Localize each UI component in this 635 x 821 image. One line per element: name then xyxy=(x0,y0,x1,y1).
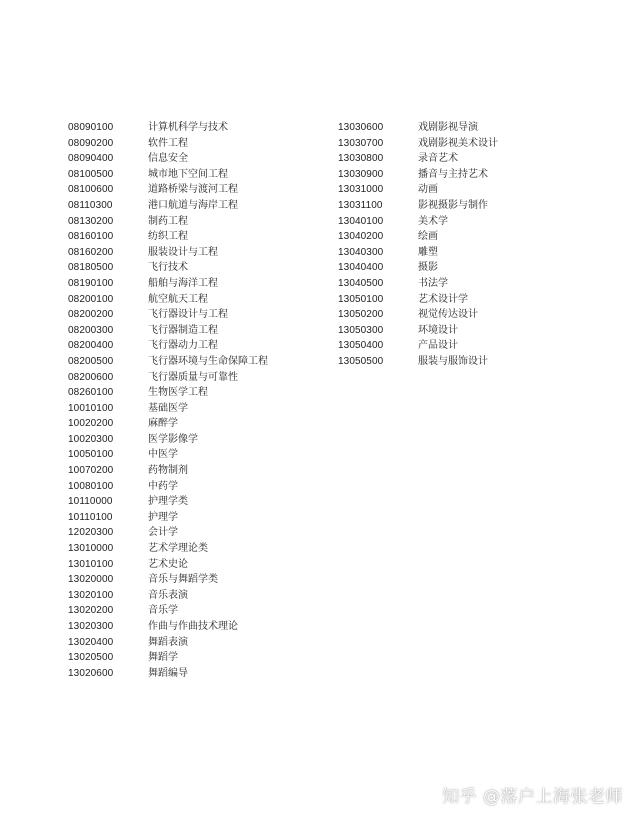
major-code: 08090100 xyxy=(68,122,114,133)
major-name: 舞蹈编导 xyxy=(148,667,188,679)
table-row xyxy=(338,120,498,136)
major-code: 08200100 xyxy=(68,293,114,305)
major-code: 08200600 xyxy=(68,371,114,383)
major-code: 08160200 xyxy=(68,246,114,258)
major-name: 视觉传达设计 xyxy=(418,309,478,321)
table-row xyxy=(68,167,268,183)
major-code: 08090400 xyxy=(68,153,114,165)
table-row xyxy=(68,307,268,323)
major-code: 13050500 xyxy=(338,355,384,367)
major-name: 计算机科学与技术 xyxy=(148,122,228,133)
major-code: 10010100 xyxy=(68,402,114,414)
table-row xyxy=(68,572,268,588)
major-name: 麻醉学 xyxy=(148,418,178,430)
major-name: 中药学 xyxy=(148,480,178,492)
table-row xyxy=(68,541,268,557)
major-code: 13020500 xyxy=(68,652,114,664)
zhihu-watermark: 知乎 @落户上海张老师 xyxy=(442,787,623,807)
major-code: 08160100 xyxy=(68,231,114,243)
major-code: 10110100 xyxy=(68,511,113,523)
table-row xyxy=(68,136,268,152)
major-name: 绘画 xyxy=(418,231,438,243)
table-row xyxy=(68,557,268,573)
major-name: 飞行器质量与可靠性 xyxy=(148,371,238,383)
table-row xyxy=(68,214,268,230)
table-row xyxy=(68,447,268,463)
major-name: 产品设计 xyxy=(418,340,458,352)
table-row xyxy=(68,385,268,401)
major-name: 基础医学 xyxy=(148,402,188,414)
major-code: 10020200 xyxy=(68,418,114,430)
major-name: 医学影像学 xyxy=(148,433,198,445)
table-row xyxy=(68,588,268,604)
table-row xyxy=(68,229,268,245)
table-row xyxy=(338,182,498,198)
major-code: 13040400 xyxy=(338,262,384,274)
major-code: 13050100 xyxy=(338,293,384,305)
major-code: 13031100 xyxy=(338,199,383,211)
table-row xyxy=(338,292,498,308)
major-name: 航空航天工程 xyxy=(148,293,208,305)
major-code: 13030700 xyxy=(338,137,384,149)
major-code: 08090200 xyxy=(68,137,114,149)
major-name: 船舶与海洋工程 xyxy=(148,277,218,289)
major-code: 08200400 xyxy=(68,340,114,352)
major-code: 13030900 xyxy=(338,168,384,180)
table-row xyxy=(68,245,268,261)
table-row xyxy=(68,666,268,682)
table-row xyxy=(68,182,268,198)
major-name: 飞行器动力工程 xyxy=(148,340,218,352)
major-name: 飞行器环境与生命保障工程 xyxy=(148,355,268,367)
major-name: 雕塑 xyxy=(418,246,438,258)
major-list-right-column xyxy=(338,120,498,370)
major-name: 护理学类 xyxy=(148,496,188,508)
major-name: 舞蹈表演 xyxy=(148,636,188,648)
table-row xyxy=(68,323,268,339)
table-row xyxy=(68,510,268,526)
table-row xyxy=(338,260,498,276)
major-code: 13020400 xyxy=(68,636,114,648)
table-row xyxy=(338,214,498,230)
table-row xyxy=(68,416,268,432)
major-name: 服装设计与工程 xyxy=(148,246,218,258)
major-code: 08200200 xyxy=(68,309,114,321)
table-row xyxy=(68,276,268,292)
table-row xyxy=(68,619,268,635)
major-name: 信息安全 xyxy=(148,153,188,165)
major-name: 服装与服饰设计 xyxy=(418,355,488,367)
table-row xyxy=(338,136,498,152)
major-name: 生物医学工程 xyxy=(148,387,208,399)
major-code: 08180500 xyxy=(68,262,114,274)
major-name: 护理学 xyxy=(148,511,178,523)
table-row xyxy=(338,151,498,167)
major-code: 13040500 xyxy=(338,277,384,289)
table-row xyxy=(338,198,498,214)
major-code: 10110000 xyxy=(68,496,113,508)
table-row xyxy=(338,167,498,183)
major-code: 10020300 xyxy=(68,433,114,445)
major-code: 13030800 xyxy=(338,153,384,165)
major-name: 书法学 xyxy=(418,277,448,289)
major-code: 13050400 xyxy=(338,340,384,352)
major-code: 08200300 xyxy=(68,324,114,336)
major-code: 12020300 xyxy=(68,527,114,539)
table-row xyxy=(68,260,268,276)
table-row xyxy=(68,525,268,541)
table-row xyxy=(68,650,268,666)
major-name: 药物制剂 xyxy=(148,465,188,477)
table-row xyxy=(68,338,268,354)
major-code: 08100600 xyxy=(68,184,114,196)
major-code: 13030600 xyxy=(338,122,384,133)
table-row xyxy=(338,354,498,370)
major-name: 制药工程 xyxy=(148,215,188,227)
table-row xyxy=(338,276,498,292)
major-code: 13050200 xyxy=(338,309,384,321)
major-name: 戏剧影视导演 xyxy=(418,122,478,133)
major-code: 13020200 xyxy=(68,605,114,617)
table-row xyxy=(68,463,268,479)
major-code: 08100500 xyxy=(68,168,114,180)
table-row xyxy=(338,338,498,354)
major-name: 飞行器设计与工程 xyxy=(148,309,228,321)
major-name: 舞蹈学 xyxy=(148,652,178,664)
major-name: 摄影 xyxy=(418,262,438,274)
table-row xyxy=(68,151,268,167)
table-row xyxy=(68,479,268,495)
major-name: 戏剧影视美术设计 xyxy=(418,137,498,149)
major-name: 艺术学理论类 xyxy=(148,543,208,555)
major-code: 13020000 xyxy=(68,574,114,586)
table-row xyxy=(338,307,498,323)
major-name: 音乐与舞蹈学类 xyxy=(148,574,218,586)
table-row xyxy=(338,245,498,261)
major-name: 环境设计 xyxy=(418,324,458,336)
major-code: 08200500 xyxy=(68,355,114,367)
table-row xyxy=(68,401,268,417)
major-code: 13040200 xyxy=(338,231,384,243)
major-name: 音乐学 xyxy=(148,605,178,617)
major-code: 13020600 xyxy=(68,667,114,679)
table-row xyxy=(68,635,268,651)
major-name: 飞行器制造工程 xyxy=(148,324,218,336)
major-code: 08260100 xyxy=(68,387,114,399)
major-name: 城市地下空间工程 xyxy=(148,168,228,180)
major-code: 08190100 xyxy=(68,277,114,289)
major-code: 13040300 xyxy=(338,246,384,258)
major-name: 中医学 xyxy=(148,449,178,461)
major-name: 港口航道与海岸工程 xyxy=(148,199,238,211)
major-name: 作曲与作曲技术理论 xyxy=(148,621,238,632)
table-row xyxy=(68,494,268,510)
table-row xyxy=(68,120,268,136)
major-code: 13031000 xyxy=(338,184,384,196)
major-name: 音乐表演 xyxy=(148,589,188,601)
major-name: 录音艺术 xyxy=(418,153,458,165)
table-row xyxy=(68,432,268,448)
major-name: 美术学 xyxy=(418,215,448,227)
major-code: 13010100 xyxy=(68,558,114,570)
major-code: 13050300 xyxy=(338,324,384,336)
table-row xyxy=(338,229,498,245)
major-code: 13010000 xyxy=(68,543,114,555)
major-code: 10050100 xyxy=(68,449,114,461)
major-name: 艺术设计学 xyxy=(418,293,468,305)
table-row xyxy=(68,370,268,386)
table-row xyxy=(68,603,268,619)
major-name: 动画 xyxy=(418,184,438,196)
major-code: 13040100 xyxy=(338,215,384,227)
table-row xyxy=(68,354,268,370)
major-name: 软件工程 xyxy=(148,137,188,149)
major-code: 08110300 xyxy=(68,199,113,211)
major-code: 10080100 xyxy=(68,480,114,492)
major-name: 艺术史论 xyxy=(148,558,188,570)
major-list-left-column xyxy=(68,120,268,681)
major-name: 道路桥梁与渡河工程 xyxy=(148,184,238,196)
major-code: 08130200 xyxy=(68,215,114,227)
major-code: 13020300 xyxy=(68,621,114,632)
major-code: 10070200 xyxy=(68,465,114,477)
major-name: 播音与主持艺术 xyxy=(418,168,488,180)
major-code: 13020100 xyxy=(68,589,114,601)
table-row xyxy=(68,292,268,308)
table-row xyxy=(338,323,498,339)
table-row xyxy=(68,198,268,214)
major-name: 影视摄影与制作 xyxy=(418,199,488,211)
major-name: 飞行技术 xyxy=(148,262,188,274)
major-name: 纺织工程 xyxy=(148,231,188,243)
major-name: 会计学 xyxy=(148,527,178,539)
